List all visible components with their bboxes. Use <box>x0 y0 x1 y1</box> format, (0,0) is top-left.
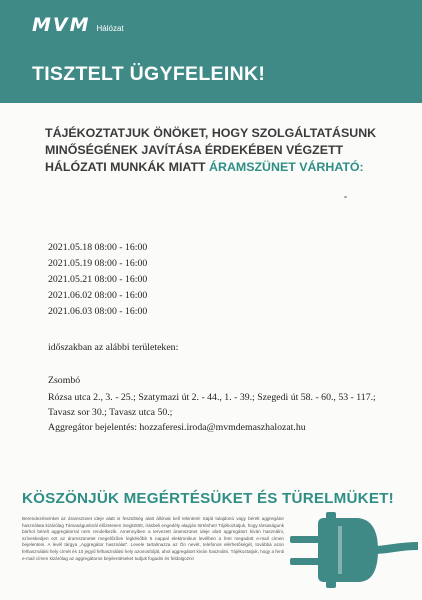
outage-date: 2021.06.03 08:00 - 16:00 <box>48 306 148 317</box>
page-title: TISZTELT ÜGYFELEINK! <box>32 63 266 85</box>
logo-subtitle: Hálózat <box>96 24 124 33</box>
affected-streets: Rózsa utca 2., 3. - 25.; Szatymazi út 2. - 44., 1. - 39.; Szegedi út 58. - 60., 53 - 117.; Tavasz sor 30.; Tavasz utca 50.; <box>48 392 376 418</box>
header-banner <box>0 0 422 103</box>
mvm-logo <box>32 14 124 36</box>
outage-date: 2021.05.18 08:00 - 16:00 <box>48 242 148 253</box>
fineprint-paragraph: Berendezéseinket az áramszünet ideje alatt is feszültség alatt állónak kell tekinteni! Saját tulajdonú vagy bérelt aggregátor használata kizárólag Társaságunknál előzetesen megkötött, írásbeli engedély alapján történhet! Tájékoztatjuk, hogy társaságunk bárhol bérelt aggregátorral nem rendelkezik. Amennyiben a tervezett áramszünet ideje alatt aggregátort kíván használni, szíveskedjen ezt az áramszünetet megelőzően legkésőbb 5 nappal elektronikus levélben a fent megadott e-mail címen bejelenteni. A levél tárgya „Aggregátor használat”. Levele tartalmazza az Ön nevét, telefonos elérhetőségét, továbbá azon felhasználási hely címét és 10 jegyű felhasználási hely azonosítóját, ahol aggregátort kíván használni. Tájékoztatjuk, hogy a fenti e-mail címen kizárólag az aggregátoros bejelentéseket tudjuk fogadni és feldolgozni! <box>22 516 284 561</box>
outage-date: 2021.05.21 08:00 - 16:00 <box>48 274 148 285</box>
town-name: Zsombó <box>48 375 81 386</box>
intro-text: TÁJÉKOZTATJUK ÖNÖKET, HOGY SZOLGÁLTATÁSUNK MINŐSÉGÉNEK JAVÍTÁSA ÉRDEKÉBEN VÉGZETT HÁLÓZATI MUNKÁK MIATT <box>45 126 377 174</box>
outage-date: 2021.06.02 08:00 - 16:00 <box>48 290 148 301</box>
logo-mark: MVM <box>32 14 91 36</box>
intro-highlight: ÁRAMSZÜNET VÁRHATÓ: <box>209 160 364 174</box>
intro-paragraph <box>45 125 390 176</box>
outage-date: 2021.05.19 08:00 - 16:00 <box>48 258 148 269</box>
aggregator-contact: Aggregátor bejelentés: hozzaferesi.iroda@mvmdemaszhalozat.hu <box>48 422 306 433</box>
outage-dates-list <box>48 240 147 320</box>
plug-icon <box>288 506 418 594</box>
scan-speck <box>344 196 347 198</box>
period-text: időszakban az alábbi területeken: <box>48 342 179 353</box>
thanks-heading: KÖSZÖNJÜK MEGÉRTÉSÜKET ÉS TÜRELMÜKET! <box>22 490 394 507</box>
